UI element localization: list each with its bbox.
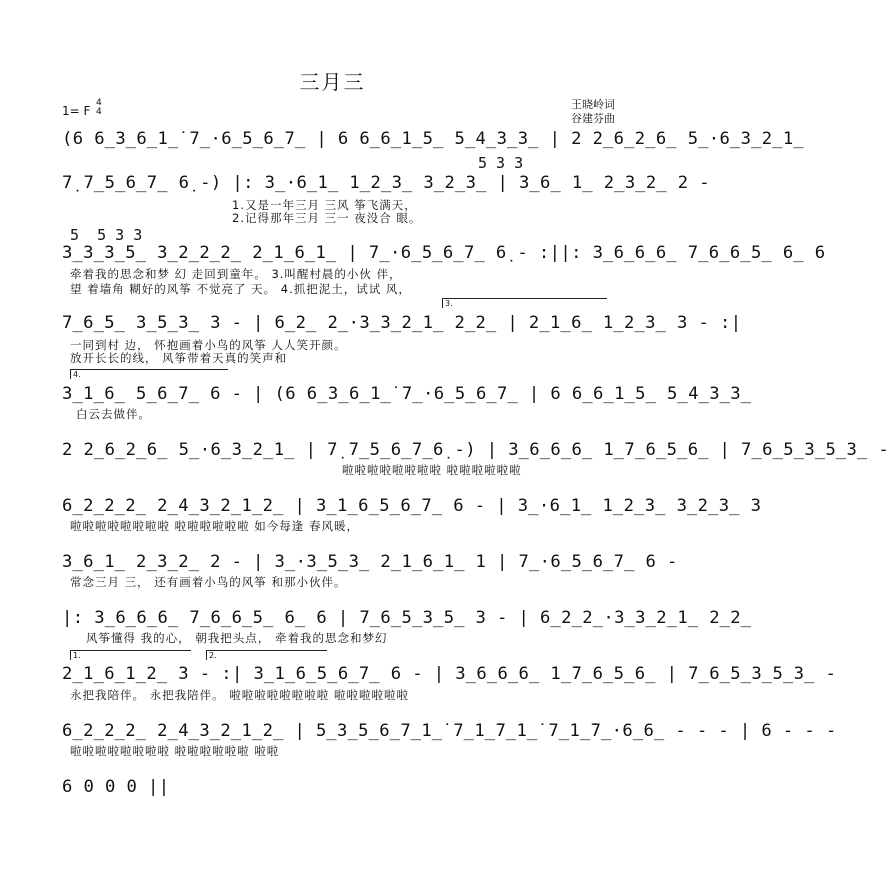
score-line-3: 3̲3̲3̲5̲ 3̲2̲2̲2̲ 2̲1̲6̲1̲ | 7̲·6̲5̲6̲7̲ 6̣ - :||: 3̲6̲6̲6̲ 7̲6̲6̲5̲ 6̲ 6 — [62, 243, 826, 263]
score-line-11: 6̲2̲2̲2̲ 2̲4̲3̲2̲1̲2̲ | 5̲3̲5̲6̲7̲1̲̇ 7̲1̲̇7̲1̲̇ 7̲1̲̇7̲·6̲6̲ - - - | 6 - - - — [62, 721, 837, 741]
lyric-line-9: 啦啦啦啦啦啦啦啦 啦啦啦啦啦啦 如今每逢 春风暖， — [70, 519, 359, 533]
score-line-9: |: 3̲6̲6̲6̲ 7̲6̲6̲5̲ 6̲ 6 | 7̲6̲5̲3̲5̲ 3 - | 6̲2̲2̲·3̲3̲2̲1̲ 2̲2̲ — [62, 608, 752, 628]
lyric-line-7: 白云去做伴。 — [76, 407, 151, 421]
song-title: 三月三 — [299, 70, 366, 94]
score-line-1: (6 6̲3̲6̲1̲̇ 7̲·6̲5̲6̲7̲ | 6 6̲6̲1̲5̲ 5̲4̲3̲3̲ | 2 2̲6̲2̲6̲ 5̲·6̲3̲2̲1̲ — [62, 129, 804, 149]
over-notes-2: 5 5 3 3 — [70, 226, 143, 244]
lyric-line-5: 一同到村 边， 怀抱画着小鸟的风筝 人人笑开颜。 — [70, 338, 347, 352]
over-notes-1: 5 3 3 — [478, 154, 524, 172]
lyric-line-3: 牵着我的思念和梦 幻 走回到童年。 3.叫醒村晨的小伙 伴， — [70, 267, 402, 281]
time-signature — [96, 99, 102, 117]
time-denominator: 4 — [96, 107, 102, 117]
volta-4: 4. — [70, 369, 228, 379]
score-line-10: 2̲1̲6̲1̲2̲ 3 - :| 3̲1̲6̲5̲6̲7̲ 6 - | 3̲6̲6̲6̲ 1̲̇7̲6̲5̲6̲ | 7̲6̲5̲3̲5̲3̲ - — [62, 664, 837, 684]
lyricist-credit: 王晓岭词 — [571, 98, 615, 111]
score-line-4: 7̲6̲5̲ 3̲5̲3̲ 3 - | 6̲2̲ 2̲·3̲3̲2̲1̲ 2̲2̲ | 2̲1̲6̲ 1̲2̲3̲ 3 - :| — [62, 313, 742, 333]
lyric-line-8: 啦啦啦啦啦啦啦啦 啦啦啦啦啦啦 — [342, 463, 522, 477]
key-signature: 1= F — [62, 104, 91, 118]
score-line-2: 7̣ 7̲5̲6̲7̲ 6̣ -) |: 3̲·6̲1̲ 1̲2̲3̲ 3̲2̲3̲ | 3̲6̲ 1̲ 2̲3̲2̲ 2 - — [62, 173, 711, 193]
volta-2: 2. — [206, 650, 327, 660]
composer-credit: 谷建芬曲 — [571, 112, 615, 125]
lyric-line-6: 放开长长的线， 风筝带着天真的笑声和 — [70, 351, 288, 365]
lyric-line-13: 啦啦啦啦啦啦啦啦 啦啦啦啦啦啦 啦啦 — [70, 744, 280, 758]
volta-1: 1. — [70, 650, 191, 660]
lyric-line-11: 风筝懂得 我的心， 朝我把头点， 牵着我的思念和梦幻 — [86, 631, 388, 645]
score-line-5: 3̲1̲6̲ 5̲6̲7̲ 6 - | (6 6̲3̲6̲1̲̇ 7̲·6̲5̲6̲7̲ | 6 6̲6̲1̲5̲ 5̲4̲3̲3̲ — [62, 384, 752, 404]
score-line-8: 3̲6̲1̲ 2̲3̲2̲ 2 - | 3̲·3̲5̲3̲ 2̲1̲6̲1̲ 1 | 7̲·6̲5̲6̲7̲ 6 - — [62, 552, 678, 572]
lyric-line-12: 永把我陪伴。 永把我陪伴。 啦啦啦啦啦啦啦啦 啦啦啦啦啦啦 — [70, 688, 409, 702]
volta-3: 3. — [442, 298, 607, 308]
lyric-line-10: 常念三月 三， 还有画着小鸟的风筝 和那小伙伴。 — [70, 575, 347, 589]
time-numerator: 4 — [96, 98, 102, 108]
score-line-12: 6 0 0 0 || — [62, 777, 170, 797]
score-line-6: 2 2̲6̲2̲6̲ 5̲·6̲3̲2̲1̲ | 7̣ 7̲5̲6̲7̲6̣ -) | 3̲6̲6̲6̲ 1̲̇7̲6̲5̲6̲ | 7̲6̲5̲3̲5̲3̲ - — [62, 440, 889, 460]
lyric-line-4: 望 着墙角 糊好的风筝 不觉亮了 天。 4.抓把泥土，试试 风， — [70, 282, 411, 296]
lyric-line-1: 1.又是一年三月 三风 筝飞满天， — [232, 198, 417, 212]
lyric-line-2: 2.记得那年三月 三一 夜没合 眼。 — [232, 211, 422, 225]
score-line-7: 6̲2̲2̲2̲ 2̲4̲3̲2̲1̲2̲ | 3̲1̲6̲5̲6̲7̲ 6 - | 3̲·6̲1̲ 1̲2̲3̲ 3̲2̲3̲ 3 — [62, 496, 762, 516]
